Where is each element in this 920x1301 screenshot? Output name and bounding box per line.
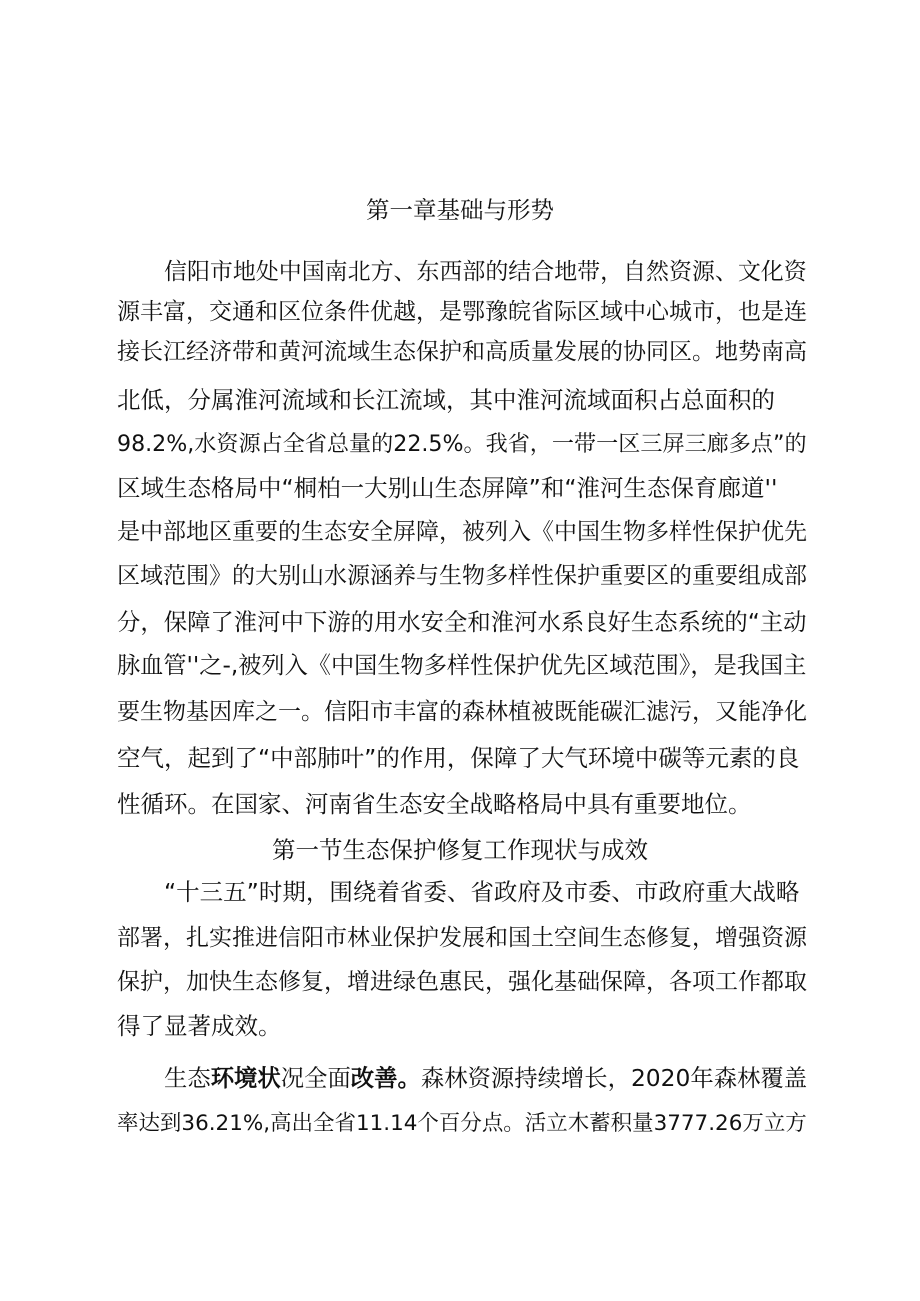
paragraph-line: 性循环。在国家、河南省生态安全战略格局中具有重要地位。 xyxy=(117,790,752,818)
paragraph-line: 源丰富，交通和区位条件优越，是鄂豫皖省际区域中心城市，也是连 xyxy=(117,299,807,325)
paragraph-line: 区域范围》的大别山水源涵养与生物多样性保护重要区的重要组成部 xyxy=(117,563,807,589)
paragraph-line xyxy=(164,1058,808,1098)
text-run: 森林资源持续增长，2020年森林覆盖 xyxy=(420,1064,808,1092)
paragraph-line: 分，保障了淮河中下游的用水安全和淮河水系良好生态系统的“主动 xyxy=(117,608,807,636)
paragraph-line: 98.2%,水资源占全省总量的22.5%。我省，一带一区三屏三廊多点”的 xyxy=(117,431,807,457)
section-title: 第一节生态保护修复工作现状与成效 xyxy=(272,836,648,864)
paragraph-line: 保护，加快生态修复，增进绿色惠民，强化基础保障，各项工作都取 xyxy=(117,969,807,995)
paragraph-line: 得了显著成效。 xyxy=(117,1012,282,1040)
paragraph-line: 率达到36.21%,高出全省11.14个百分点。活立木蓄积量3777.26万立方 xyxy=(117,1111,807,1136)
paragraph-line: “十三五”时期，围绕着省委、省政府及市委、市政府重大战略 xyxy=(164,878,800,906)
bold-text-run: 改善。 xyxy=(350,1064,421,1092)
paragraph-line: 北低，分属淮河流域和长江流域，其中淮河流域面积占总面积的 xyxy=(117,386,775,414)
bold-text-run: 环境状 xyxy=(210,1064,281,1092)
paragraph-line: 接长江经济带和黄河流域生态保护和高质量发展的协同区。地势南高 xyxy=(117,339,807,365)
paragraph-line: 是中部地区重要的生态安全屏障，被列入《中国生物多样性保护优先 xyxy=(117,519,807,545)
chapter-title: 第一章基础与形势 xyxy=(366,196,554,224)
text-run: 况全面 xyxy=(280,1064,351,1092)
paragraph-line: 信阳市地处中国南北方、东西部的结合地带，自然资源、文化资 xyxy=(164,259,807,285)
paragraph-line: 空气，起到了“中部肺叶”的作用，保障了大气环境中碳等元素的良 xyxy=(117,744,800,772)
paragraph-line: 脉血管''之-,被列入《中国生物多样性保护优先区域范围》，是我国主 xyxy=(117,652,807,679)
paragraph-line: 区域生态格局中“桐柏一大别山生态屏障”和“淮河生态保育廊道'' xyxy=(117,474,778,502)
text-run: 生态 xyxy=(164,1064,211,1092)
paragraph-line: 要生物基因库之一。信阳市丰富的森林植被既能碳汇滤污，又能净化 xyxy=(117,699,807,725)
paragraph-line: 部署，扎实推进信阳市林业保护发展和国土空间生态修复，增强资源 xyxy=(117,925,807,951)
